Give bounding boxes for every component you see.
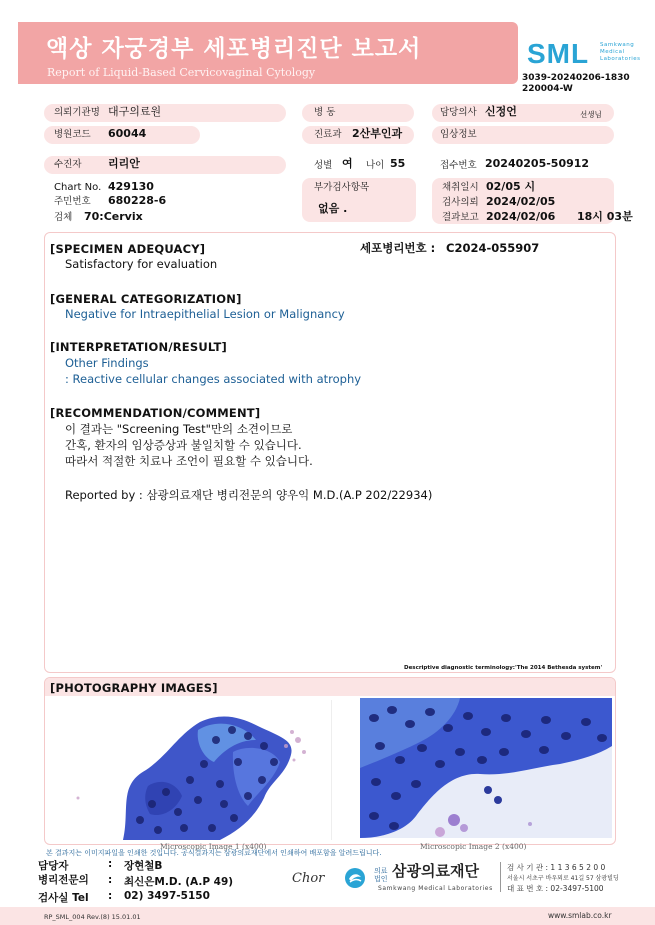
microscopic-image-1	[48, 700, 330, 840]
cyto-number: C2024-055907	[446, 241, 540, 255]
microscopic-image-2-caption: Microscopic Image 2 (x400)	[420, 842, 527, 851]
report-id	[522, 73, 630, 95]
dept-value: 2산부인과	[352, 127, 403, 140]
tel-label: 검사실 Tel	[38, 892, 89, 904]
sex-value: 여	[342, 157, 353, 170]
agency-number: 검 사 기 관 : 1 1 3 6 5 2 0 0	[507, 863, 606, 872]
extra-test-label: 부가검사항목	[314, 182, 370, 193]
chart-value: 429130	[108, 180, 154, 193]
foundation-tag	[374, 867, 388, 883]
regno-value: 680228-6	[108, 194, 167, 207]
reported-by: Reported by : 삼광의료재단 병리전문의 양우익 M.D.(A.P 202/22934)	[65, 488, 433, 502]
tel-value: 02) 3497-5150	[124, 890, 210, 902]
adequacy-text: Satisfactory for evaluation	[65, 257, 218, 271]
pathologist-value: 최신은M.D. (A.P 49)	[124, 876, 234, 888]
microscopic-image-1-caption: Microscopic Image 1 (x400)	[160, 842, 267, 851]
representative-phone: 대 표 번 호 : 02-3497-5100	[507, 884, 604, 893]
clinical-label: 임상정보	[440, 129, 477, 140]
interpretation-line1: Other Findings	[65, 356, 149, 370]
patient-label: 수진자	[54, 159, 82, 170]
patient-value: 리리안	[108, 157, 140, 170]
doctor-value: 신정언	[485, 105, 517, 118]
doctor-suffix: 선생님	[580, 110, 602, 119]
cyto-number-label: 세포병리번호 :	[360, 241, 436, 255]
microscopic-image-2	[360, 698, 612, 838]
staff-label: 담당자	[38, 860, 69, 872]
staff-value: 장현철B	[124, 860, 163, 872]
foundation-tag-line2: 법인	[374, 875, 388, 883]
general-text: Negative for Intraepithelial Lesion or Malignancy	[65, 307, 345, 321]
interpretation-line2: : Reactive cellular changes associated with atrophy	[65, 372, 362, 386]
requested-value: 2024/02/05	[486, 195, 556, 208]
doctor-label: 담당의사	[440, 107, 477, 118]
tel-colon: :	[108, 890, 113, 902]
terminology-note: Descriptive diagnostic terminology:'The 2014 Bethesda system'	[404, 665, 603, 671]
staff-colon: :	[108, 858, 113, 870]
photo-divider	[331, 700, 332, 840]
photo-heading: [PHOTOGRAPHY IMAGES]	[50, 681, 218, 695]
report-id-line1: 3039-20240206-1830	[522, 73, 630, 83]
collected-value: 02/05 시	[486, 180, 536, 193]
sml-logo: SML	[527, 38, 590, 69]
sml-foundation-logo-icon	[344, 867, 366, 889]
regno-label: 주민번호	[54, 196, 91, 207]
recommendation-heading: [RECOMMENDATION/COMMENT]	[50, 406, 261, 420]
footer-divider	[500, 862, 501, 892]
sml-logo-subtitle: Samkwang Medical Laboratories	[600, 42, 641, 62]
foundation-tag-line1: 의료	[374, 867, 388, 875]
pathologist-label: 병리전문의	[38, 874, 89, 886]
interpretation-heading: [INTERPRETATION/RESULT]	[50, 340, 227, 354]
pathologist-colon: :	[108, 874, 113, 886]
chart-label: Chart No.	[54, 182, 102, 193]
institution-value: 대구의료원	[108, 105, 162, 118]
report-subtitle: Report of Liquid-Based Cervicovaginal Cytology	[47, 66, 316, 79]
reported-value: 2024/02/06	[486, 210, 556, 223]
report-title: 액상 자궁경부 세포병리진단 보고서	[46, 36, 422, 62]
age-label: 나이	[366, 160, 385, 171]
form-code: RP_SML_004 Rev.(8) 15.01.01	[44, 913, 141, 921]
recommendation-line2: 간혹, 환자의 임상증상과 불일치할 수 있습니다.	[65, 438, 302, 452]
reported-time: 18시 03분	[577, 210, 633, 223]
recommendation-line1: 이 결과는 "Screening Test"만의 소견이므로	[65, 422, 293, 436]
receipt-value: 20240205-50912	[485, 157, 590, 170]
recommendation-line3: 따라서 적절한 치료나 조언이 필요할 수 있습니다.	[65, 454, 313, 468]
print-notice: 본 결과지는 이미지파일을 인쇄한 것입니다. 공식결과지는 삼광의료재단에서 인쇄하여 배포함을 알려드립니다.	[46, 849, 382, 857]
website-link[interactable]: www.smlab.co.kr	[548, 911, 612, 920]
general-heading: [GENERAL CATEGORIZATION]	[50, 292, 242, 306]
adequacy-heading: [SPECIMEN ADEQUACY]	[50, 242, 206, 256]
institution-label: 의뢰기관명	[54, 107, 100, 118]
hospital-code-label: 병원코드	[54, 129, 91, 140]
exam-value: 70:Cervix	[84, 210, 143, 223]
address: 서울시 서초구 바우뫼로 41길 57 삼광빌딩	[507, 875, 619, 882]
foundation-name: 삼광의료재단	[392, 862, 479, 880]
collected-label: 채취일시	[442, 182, 479, 193]
foundation-en: Samkwang Medical Laboratories	[378, 885, 493, 892]
ward-label: 병 동	[314, 107, 336, 118]
hospital-code-value: 60044	[108, 127, 147, 140]
requested-label: 검사의뢰	[442, 197, 479, 208]
extra-test-value: 없음 .	[318, 202, 348, 215]
exam-label: 검체	[54, 212, 73, 223]
reported-label: 결과보고	[442, 212, 479, 223]
signature: Chor	[292, 871, 325, 886]
report-id-line2: 220004-W	[522, 84, 573, 94]
sex-label: 성별	[314, 160, 333, 171]
age-value: 55	[390, 157, 406, 170]
receipt-label: 접수번호	[440, 160, 477, 171]
dept-label: 진료과	[314, 129, 342, 140]
